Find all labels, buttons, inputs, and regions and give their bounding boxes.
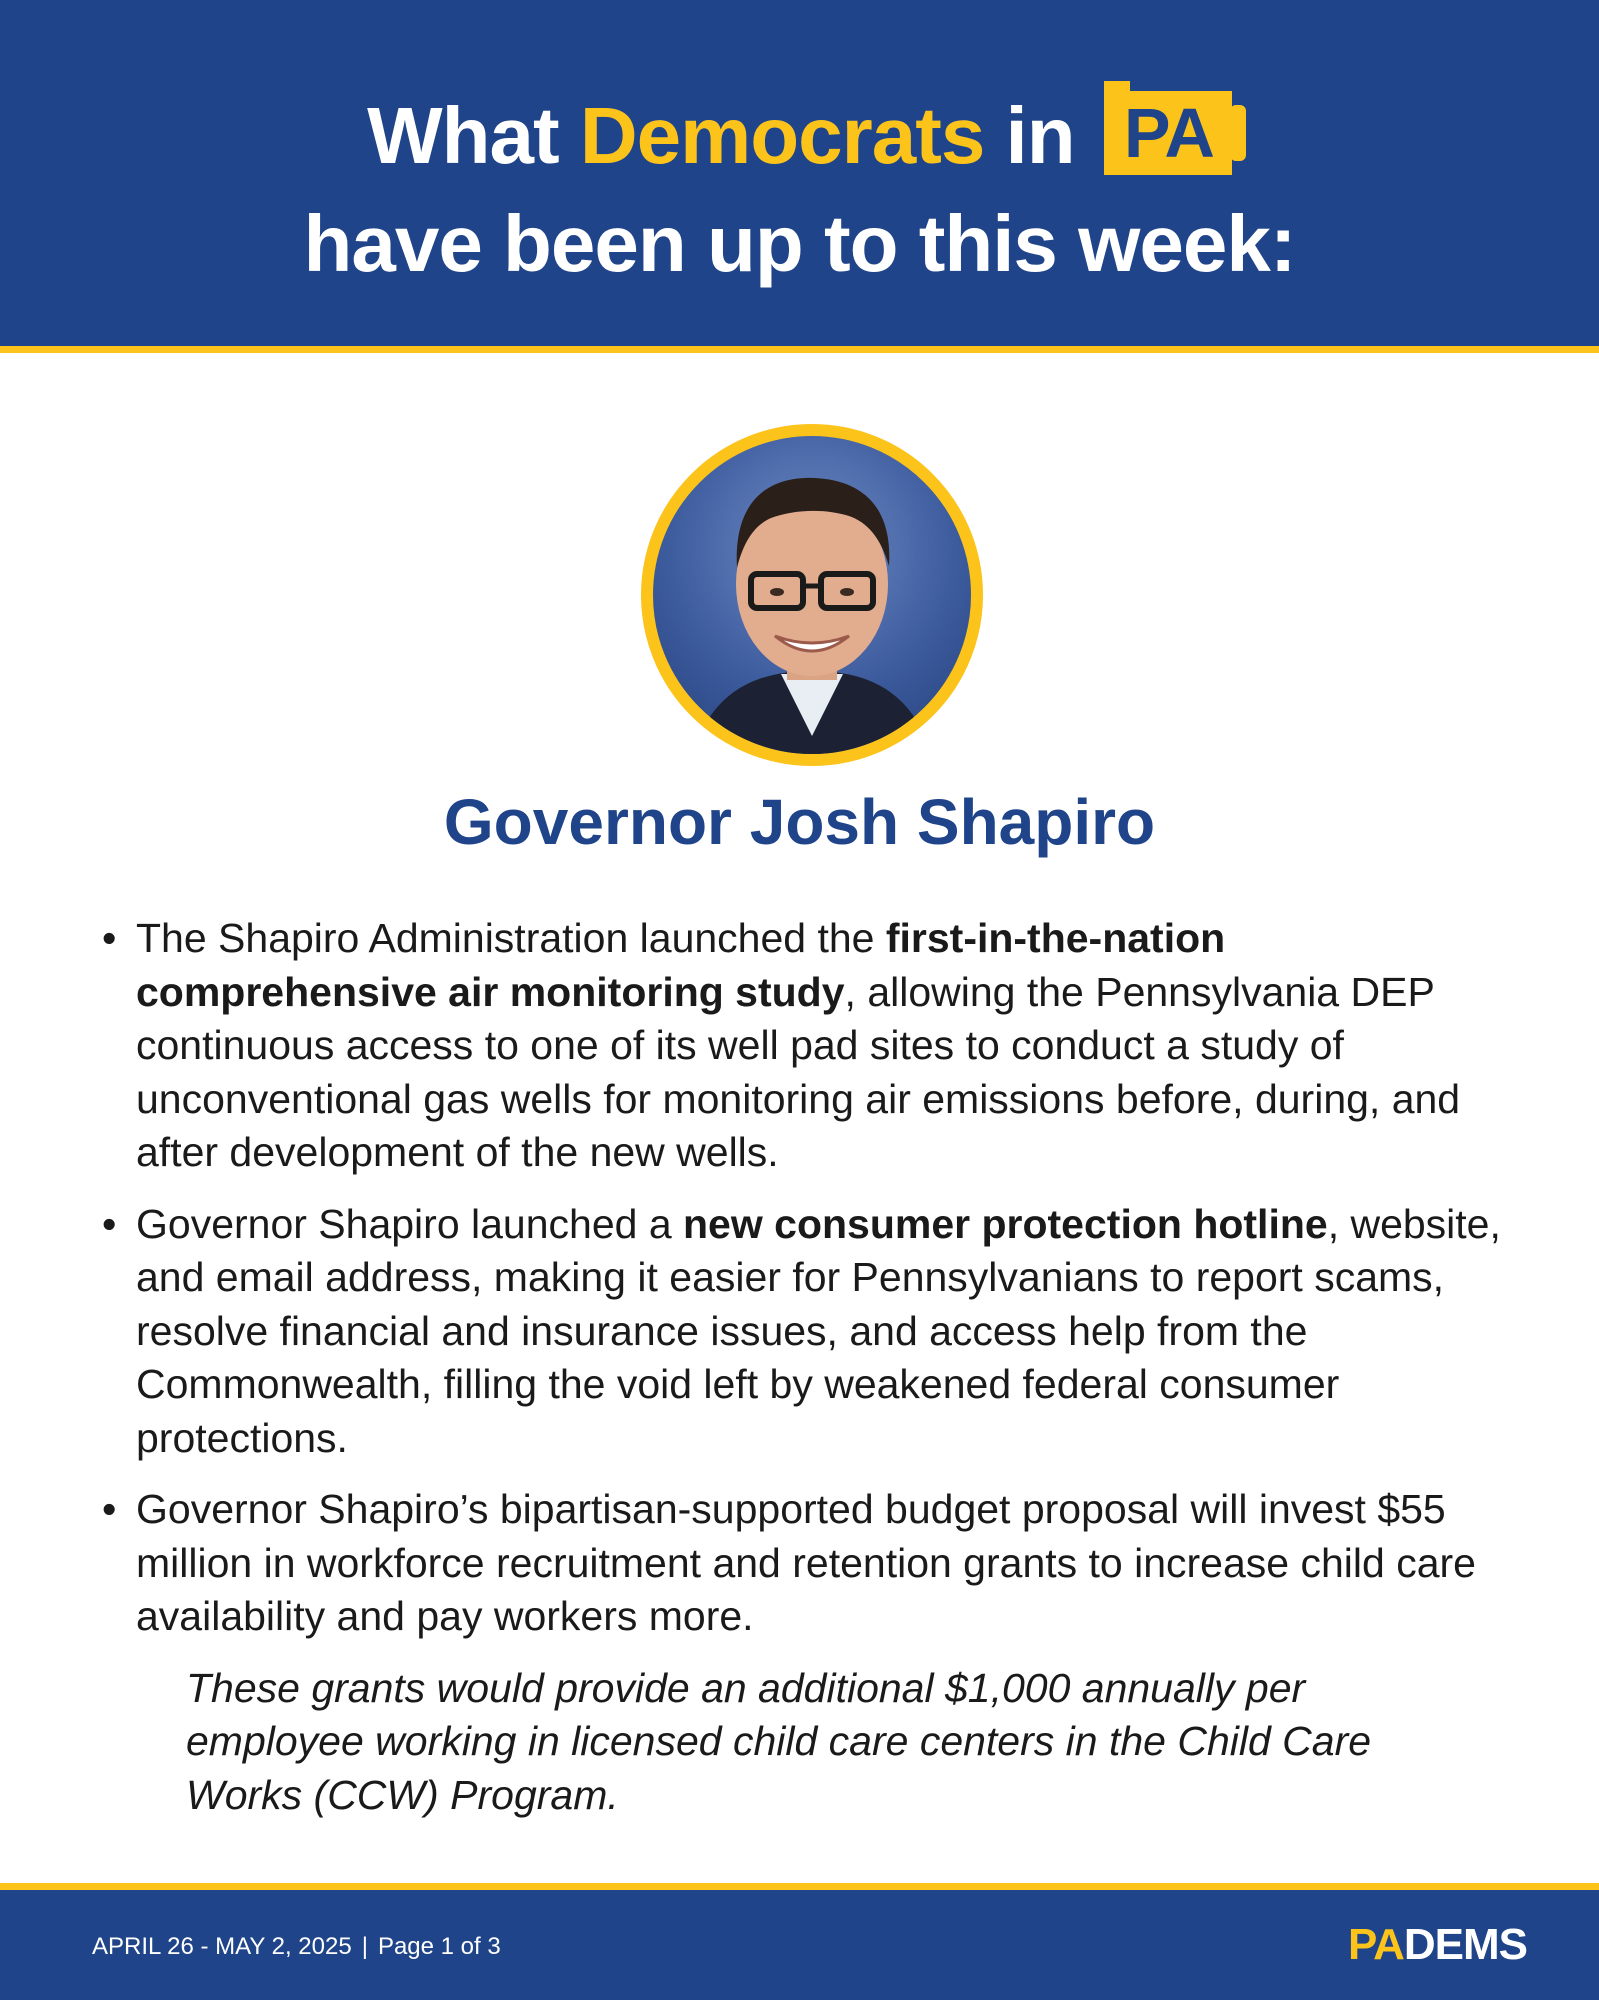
footer-separator: | xyxy=(361,1933,368,1960)
list-item xyxy=(100,912,1520,1180)
page-title xyxy=(0,82,1599,298)
bullet-highlight: new consumer protection hotline xyxy=(683,1200,1328,1247)
portrait-photo xyxy=(641,424,983,766)
bullet-text: Governor Shapiro’s bipartisan-supported budget proposal will invest $55 million in workforce recruitment and retention grants to increase child care availability and pay workers more. xyxy=(136,1486,1476,1639)
accomplishments-list xyxy=(100,912,1520,1822)
footer-bar xyxy=(0,1890,1599,2000)
person-portrait-illustration xyxy=(653,436,971,754)
grant-note: These grants would provide an additional $1,000 annually per employee working in licensed child care centers in the Child Care Works (CCW) Program. xyxy=(186,1664,1372,1818)
bullet-highlight: first-in-the-nation comprehensive air monitoring study xyxy=(136,915,1226,1015)
header-banner xyxy=(0,0,1599,346)
list-item xyxy=(100,1483,1520,1644)
page-number: Page 1 of 3 xyxy=(377,1933,501,1960)
footer-info xyxy=(92,1932,501,1962)
title-accent: Democrats xyxy=(579,91,985,180)
padems-logo xyxy=(1348,1920,1527,1970)
header-divider xyxy=(0,346,1599,353)
footer-divider xyxy=(0,1883,1599,1890)
subject-name: Governor Josh Shapiro xyxy=(443,786,1156,858)
title-line2: have been up to this week: xyxy=(303,199,1296,288)
pa-state-badge: PA xyxy=(1104,91,1232,175)
title-part2: in xyxy=(984,91,1096,180)
bullet-text: , allowing the Pennsylvania DEP continuous access to one of its well pad sites to conduct a study of unconventional gas wells for monitoring air emissions before, during, and after development of the new wells. xyxy=(136,968,1461,1175)
title-part1: What xyxy=(367,91,580,180)
logo-pa: PA xyxy=(1348,1920,1404,1969)
logo-dems: DEMS xyxy=(1403,1920,1527,1969)
bullet-text: The Shapiro Administration launched the xyxy=(136,915,886,961)
date-range: APRIL 26 - MAY 2, 2025 xyxy=(92,1933,352,1960)
list-item xyxy=(100,1198,1520,1466)
bullet-text: , website, and email address, making it easier for Pennsylvanians to report scams, resolve financial and insurance issues, and access help from the Commonwealth, filling the void left by weakened federal consumer protections. xyxy=(136,1200,1501,1461)
bullet-text: Governor Shapiro launched a xyxy=(136,1200,684,1247)
